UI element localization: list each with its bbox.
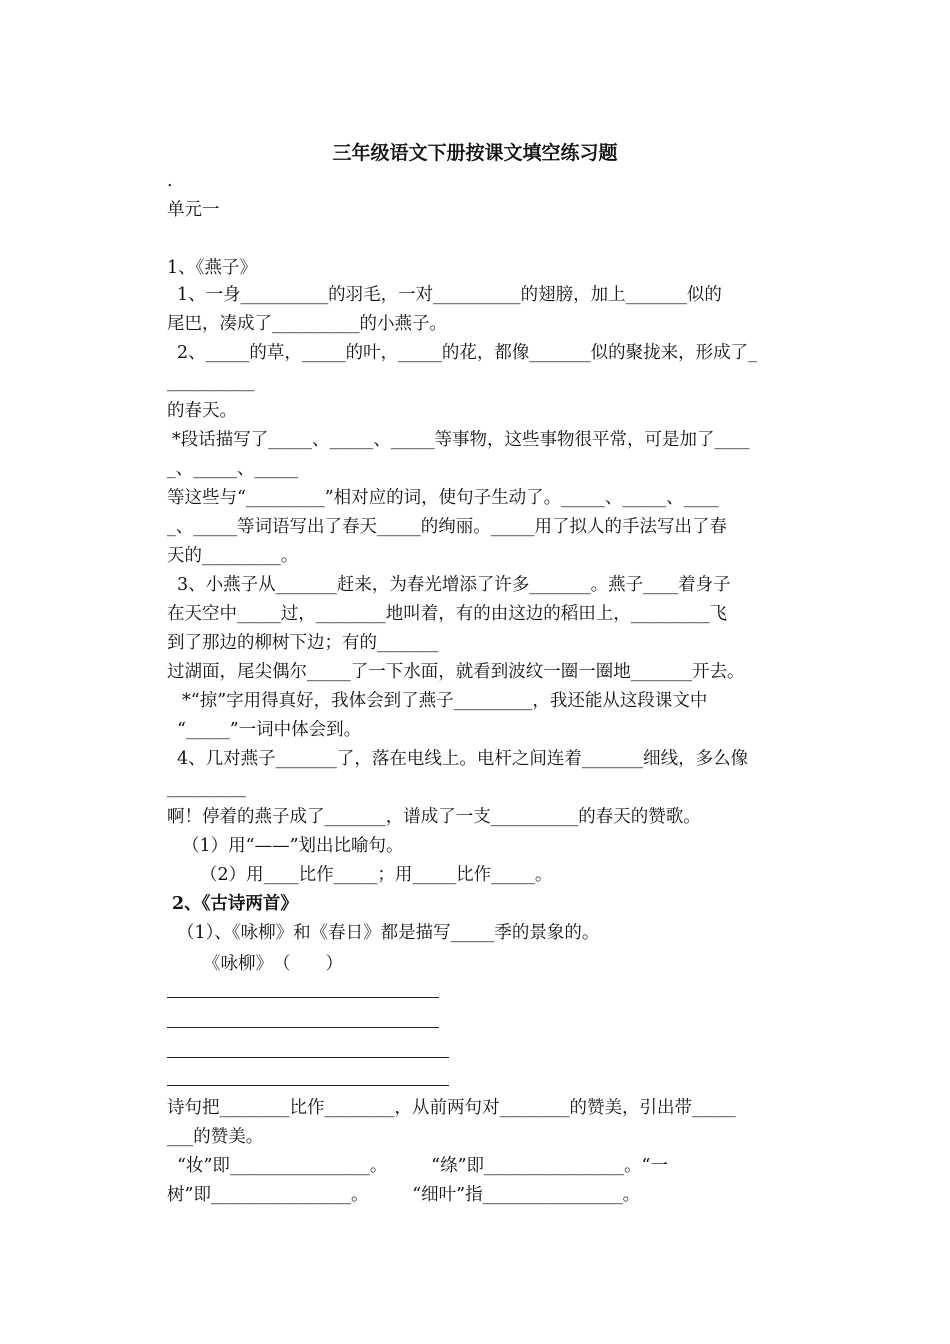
- lesson-heading-poems: 2、《古诗两首》: [172, 894, 298, 914]
- question-line: 3、小燕子从_______赶来，为春光增添了许多_______。燕子____着身子: [177, 575, 731, 595]
- question-line: （1）用“——”划出比喻句。: [182, 836, 404, 856]
- question-line: 天的_________。: [167, 546, 299, 566]
- question-line: 啊！停着的燕子成了_______，谱成了一支__________的春天的赞歌。: [167, 807, 701, 827]
- question-line: 4、几对燕子_______了，落在电线上。电杆之间连着_______细线，多么像: [177, 749, 749, 769]
- question-line: 诗句把________比作________，从前两句对________的赞美，引出带_____: [167, 1098, 736, 1118]
- question-line: 1、一身__________的羽毛，一对__________的翅膀，加上_______似的: [177, 285, 722, 305]
- question-line: _、_____、_____: [167, 459, 299, 479]
- question-line: 到了那边的柳树下边；有的_______: [167, 633, 439, 653]
- question-line: 树”即________________。 “细叶”指________________。: [167, 1185, 641, 1205]
- lesson-heading-swallow: 1、《燕子》: [167, 258, 257, 278]
- question-line: __________: [167, 372, 255, 392]
- question-line: 在天空中_____过，________地叫着，有的由这边的稻田上，_________飞: [167, 604, 727, 624]
- question-line: ___的赞美。: [167, 1127, 264, 1147]
- stray-dot: .: [167, 171, 173, 191]
- answer-rule: [167, 1057, 449, 1058]
- question-line: 等这些与“_________”相对应的词，使句子生动了。_____、_____、____: [167, 488, 719, 508]
- question-line: （2）用____比作_____；用_____比作_____。: [200, 865, 553, 885]
- answer-rule: [167, 997, 439, 998]
- poem-title-yongliu: 《咏柳》 （ ）: [203, 954, 343, 974]
- question-line: _、_____等词语写出了春天_____的绚丽。_____用了拟人的手法写出了春: [167, 517, 727, 537]
- question-line: *“掠”字用得真好，我体会到了燕子_________，我还能从这段课文中: [182, 691, 708, 711]
- question-line: _________: [167, 778, 246, 798]
- question-line: “_____”一词中体会到。: [177, 720, 362, 740]
- unit-heading: 单元一: [167, 200, 220, 220]
- answer-rule: [167, 1027, 439, 1028]
- question-line: 的春天。: [167, 401, 237, 421]
- question-line: 尾巴，凑成了__________的小燕子。: [167, 314, 447, 334]
- answer-rule: [167, 1085, 449, 1086]
- worksheet-title: 三年级语文下册按课文填空练习题: [332, 142, 618, 164]
- question-line: 过湖面，尾尖偶尔_____了一下水面，就看到波纹一圈一圈地_______开去。: [167, 662, 745, 682]
- question-line: 2、_____的草，_____的叶，_____的花，都像_______似的聚拢来，形成了_: [177, 343, 757, 363]
- question-line: （1）、《咏柳》和《春日》都是描写_____季的景象的。: [177, 923, 600, 943]
- question-line: “妆”即________________。 “绦”即________________。“一: [177, 1156, 668, 1176]
- question-line: *段话描写了_____、_____、_____等事物，这些事物很平常，可是加了____: [172, 430, 750, 450]
